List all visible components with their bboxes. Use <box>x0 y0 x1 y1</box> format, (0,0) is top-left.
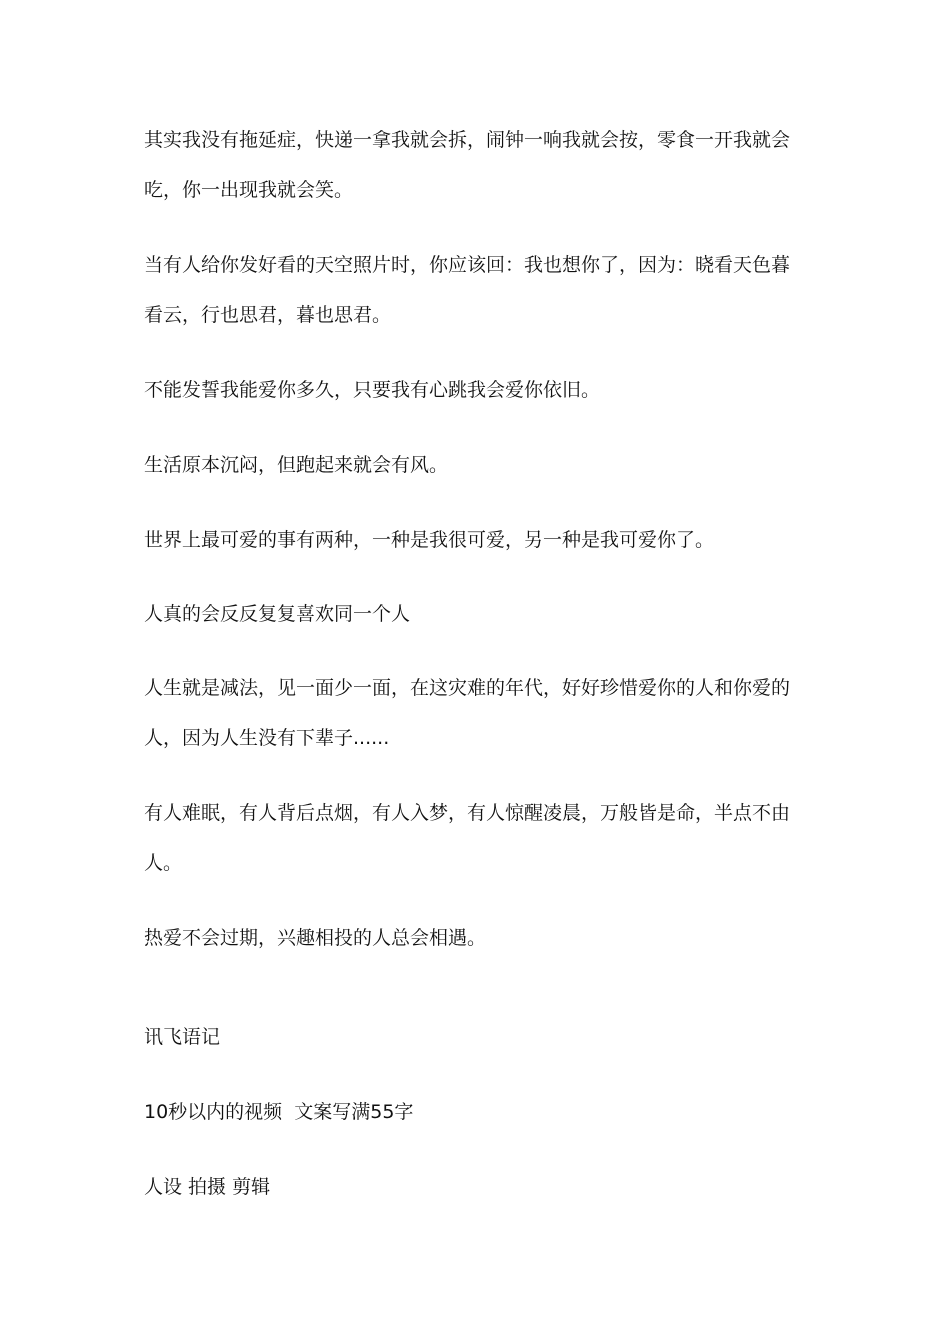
note-app-name: 讯飞语记 <box>144 1026 221 1048</box>
paragraph-same-person: 人真的会反反复复喜欢同一个人 <box>144 603 411 625</box>
paragraph-heartbeat: 不能发誓我能爱你多久，只要我有心跳我会爱你依旧。 <box>144 379 601 401</box>
note-video-requirement: 10秒以内的视频 文案写满55字 <box>144 1101 414 1123</box>
paragraph-life-subtraction: 人生就是减法，见一面少一面，在这灾难的年代，好好珍惜爱你的人和你爱的人，因为人生没有下辈子...... <box>144 677 791 749</box>
paragraph-cute: 世界上最可爱的事有两种，一种是我很可爱，另一种是我可爱你了。 <box>144 529 715 551</box>
paragraph-procrastination: 其实我没有拖延症，快递一拿我就会拆，闹钟一响我就会按，零食一开我就会吃，你一出现我就会笑。 <box>144 129 791 201</box>
note-steps: 人设 拍摄 剪辑 <box>144 1176 271 1198</box>
paragraph-passion: 热爱不会过期，兴趣相投的人总会相遇。 <box>144 927 487 949</box>
paragraph-sleepless: 有人难眠，有人背后点烟，有人入梦，有人惊醒凌晨，万般皆是命，半点不由人。 <box>144 802 791 874</box>
paragraph-sky-photo: 当有人给你发好看的天空照片时，你应该回：我也想你了，因为：晓看天色暮看云，行也思君，暮也思君。 <box>144 254 791 326</box>
paragraph-wind: 生活原本沉闷，但跑起来就会有风。 <box>144 454 449 476</box>
